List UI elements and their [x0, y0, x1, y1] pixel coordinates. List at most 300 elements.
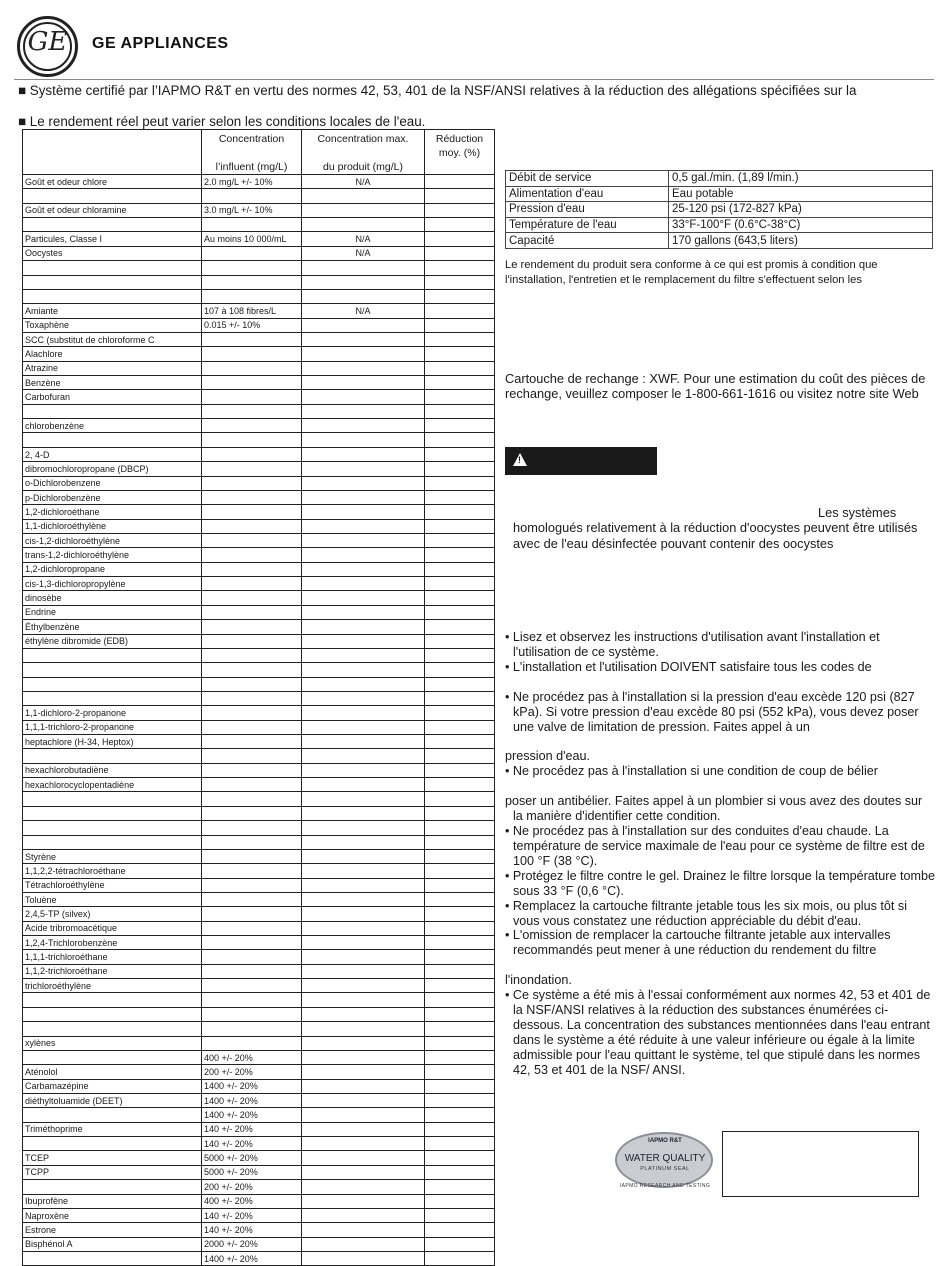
table-cell	[302, 936, 425, 950]
instruction-item: • Protégez le filtre contre le gel. Drainez le filtre lorsque la température tombe sous 33 °F (0,6 °C).	[505, 868, 936, 898]
table-cell: 2, 4-D	[23, 447, 202, 461]
table-row	[23, 921, 495, 935]
table-row	[23, 993, 495, 1007]
table-cell	[425, 936, 495, 950]
seal-top-text: IAPMO R&T	[648, 1138, 682, 1144]
table-cell	[302, 749, 425, 763]
table-row	[23, 979, 495, 993]
table-cell	[425, 964, 495, 978]
table-cell: 140 +/- 20%	[202, 1122, 302, 1136]
table-cell	[302, 792, 425, 806]
table-cell	[302, 1007, 425, 1021]
table-cell	[302, 907, 425, 921]
table-cell	[302, 548, 425, 562]
table-cell	[302, 1223, 425, 1237]
table-cell	[302, 189, 425, 203]
table-row	[23, 720, 495, 734]
table-cell	[425, 1036, 495, 1050]
table-cell	[202, 533, 302, 547]
table-cell	[302, 562, 425, 576]
table-row	[23, 591, 495, 605]
table-cell	[302, 275, 425, 289]
table-cell	[425, 979, 495, 993]
table-cell	[302, 950, 425, 964]
table-cell: 1,1,2,2-tétrachloroéthane	[23, 864, 202, 878]
table-row	[23, 505, 495, 519]
table-cell	[302, 605, 425, 619]
table-cell: 140 +/- 20%	[202, 1223, 302, 1237]
table-cell: hexachlorobutadiène	[23, 763, 202, 777]
performance-note: Le rendement du produit sera conforme à ce qui est promis à condition que l'installation, l'entretien et le remplacement du filtre s'effectuent selon les	[505, 259, 878, 286]
table-cell	[425, 663, 495, 677]
table-cell	[202, 476, 302, 490]
table-cell	[23, 218, 202, 232]
spec-value: 0,5 gal./min. (1,89 l/min.)	[669, 171, 933, 187]
table-cell: 0.015 +/- 10%	[202, 318, 302, 332]
instruction-item: • Remplacez la cartouche filtrante jetable tous les six mois, ou plus tôt si vous vous constatez une réduction appréciable du débit d'eau.	[505, 898, 907, 928]
spec-row	[506, 217, 933, 233]
table-row	[23, 1094, 495, 1108]
table-cell	[302, 1137, 425, 1151]
table-header-cell: Concentration l’influent (mg/L)	[202, 130, 302, 175]
table-cell	[302, 763, 425, 777]
table-cell	[202, 878, 302, 892]
instruction-item: poser un antibélier. Faites appel à un plombier si vous avez des doutes sur la manière d'identifier cette condition.	[505, 794, 923, 824]
table-header-cell	[23, 130, 202, 175]
table-cell	[23, 993, 202, 1007]
table-cell	[302, 1065, 425, 1079]
table-cell	[202, 490, 302, 504]
table-cell: 1,1,1-trichloroéthane	[23, 950, 202, 964]
table-row	[23, 892, 495, 906]
table-row	[23, 849, 495, 863]
table-cell: N/A	[302, 175, 425, 189]
table-cell	[202, 950, 302, 964]
table-cell	[302, 1251, 425, 1265]
table-row	[23, 390, 495, 404]
table-row	[23, 447, 495, 461]
table-row	[23, 347, 495, 361]
table-cell: 1,1,1-trichloro-2-propanone	[23, 720, 202, 734]
spec-value: 170 gallons (643,5 liters)	[669, 233, 933, 249]
table-cell: dinosèbe	[23, 591, 202, 605]
table-row	[23, 404, 495, 418]
table-cell	[202, 289, 302, 303]
table-cell: Goût et odeur chlore	[23, 175, 202, 189]
table-cell	[425, 390, 495, 404]
table-row	[23, 1208, 495, 1222]
table-cell	[302, 404, 425, 418]
table-row	[23, 735, 495, 749]
spec-value: Eau potable	[669, 186, 933, 202]
table-cell: 2,4,5-TP (silvex)	[23, 907, 202, 921]
table-cell	[425, 749, 495, 763]
table-cell	[425, 950, 495, 964]
table-cell	[202, 907, 302, 921]
table-cell: 1400 +/- 20%	[202, 1079, 302, 1093]
table-cell	[302, 835, 425, 849]
table-cell	[425, 304, 495, 318]
table-row	[23, 1251, 495, 1265]
table-cell	[302, 778, 425, 792]
table-cell	[302, 1094, 425, 1108]
table-cell	[302, 332, 425, 346]
table-cell	[425, 1122, 495, 1136]
table-cell	[425, 849, 495, 863]
table-cell	[202, 577, 302, 591]
table-cell: éthylène dibromide (EDB)	[23, 634, 202, 648]
table-cell	[425, 792, 495, 806]
installation-instructions	[505, 630, 935, 1078]
table-row	[23, 376, 495, 390]
table-cell: 200 +/- 20%	[202, 1065, 302, 1079]
table-cell: 1,2,4-Trichlorobenzène	[23, 936, 202, 950]
table-cell: dibromochloropropane (DBCP)	[23, 462, 202, 476]
spec-label: Pression d'eau	[506, 202, 669, 218]
bullet-gap	[505, 958, 935, 973]
table-cell	[425, 1223, 495, 1237]
table-cell	[302, 1180, 425, 1194]
table-cell: chlorobenzène	[23, 419, 202, 433]
table-cell	[23, 1251, 202, 1265]
table-cell	[425, 1050, 495, 1064]
table-cell	[425, 361, 495, 375]
table-cell: 1,2-dichloropropane	[23, 562, 202, 576]
table-cell	[425, 175, 495, 189]
table-row	[23, 361, 495, 375]
table-cell	[202, 275, 302, 289]
table-row	[23, 519, 495, 533]
table-cell	[425, 691, 495, 705]
table-cell	[425, 289, 495, 303]
table-row	[23, 232, 495, 246]
table-cell	[23, 1050, 202, 1064]
table-cell	[425, 332, 495, 346]
table-cell	[425, 577, 495, 591]
table-cell	[425, 1151, 495, 1165]
table-row	[23, 533, 495, 547]
table-cell	[425, 1194, 495, 1208]
table-cell	[302, 390, 425, 404]
table-cell	[302, 1050, 425, 1064]
table-cell	[425, 1251, 495, 1265]
table-cell: o-Dichlorobenzene	[23, 476, 202, 490]
table-cell	[302, 663, 425, 677]
table-cell	[425, 878, 495, 892]
table-cell: Alachlore	[23, 347, 202, 361]
table-cell: cis-1,3-dichloropropylène	[23, 577, 202, 591]
table-cell	[23, 648, 202, 662]
table-cell	[202, 936, 302, 950]
table-cell	[202, 864, 302, 878]
table-cell: 400 +/- 20%	[202, 1050, 302, 1064]
table-cell	[425, 347, 495, 361]
table-row	[23, 246, 495, 260]
table-cell	[202, 763, 302, 777]
table-cell	[425, 821, 495, 835]
bullet-gap	[505, 779, 935, 794]
replacement-cartridge-note: Cartouche de rechange : XWF. Pour une estimation du coût des pièces de rechange, veuillez composer le 1-800-661-1616 ou visitez notre site Web	[505, 371, 926, 402]
table-cell	[202, 332, 302, 346]
table-cell	[425, 763, 495, 777]
table-row	[23, 1065, 495, 1079]
table-cell	[202, 720, 302, 734]
table-cell	[302, 821, 425, 835]
table-cell: Toxaphène	[23, 318, 202, 332]
table-cell	[302, 577, 425, 591]
table-cell	[202, 964, 302, 978]
table-cell	[23, 433, 202, 447]
table-cell	[23, 663, 202, 677]
table-cell	[302, 1151, 425, 1165]
table-cell	[425, 1237, 495, 1251]
table-cell	[425, 548, 495, 562]
table-row	[23, 936, 495, 950]
table-row	[23, 663, 495, 677]
table-cell	[425, 519, 495, 533]
table-cell: 1400 +/- 20%	[202, 1108, 302, 1122]
table-cell	[202, 1007, 302, 1021]
table-cell	[425, 404, 495, 418]
bullet-gap	[505, 734, 935, 749]
table-cell: N/A	[302, 232, 425, 246]
instruction-item: • Ce système a été mis à l'essai conformément aux normes 42, 53 et 401 de la NSF/ANSI relatives à la réduction des substances énumérées ci-dessous. La concentration des substances mentionnées dans l'eau entrant dans le système a été réduite à une valeur inférieure ou égale à la limite admissible pour l'eau quittant le système, tel que stipulé dans les normes 42, 53 et 401 de la NSF/ ANSI.	[505, 988, 931, 1077]
table-cell	[202, 361, 302, 375]
table-cell	[23, 1108, 202, 1122]
table-row	[23, 907, 495, 921]
table-cell: Triméthoprime	[23, 1122, 202, 1136]
table-cell	[425, 1180, 495, 1194]
instruction-item: • L'omission de remplacer la cartouche filtrante jetable aux intervalles recommandés peut mener à une réduction du rendement du filtre	[505, 928, 891, 958]
table-row	[23, 462, 495, 476]
table-cell: cis-1,2-dichloroéthylène	[23, 533, 202, 547]
table-cell: TCEP	[23, 1151, 202, 1165]
table-cell	[425, 735, 495, 749]
table-cell: 2000 +/- 20%	[202, 1237, 302, 1251]
warning-triangle-icon	[513, 453, 527, 466]
table-cell: 1400 +/- 20%	[202, 1094, 302, 1108]
table-cell	[425, 1165, 495, 1179]
table-cell	[202, 505, 302, 519]
table-row	[23, 835, 495, 849]
table-row	[23, 577, 495, 591]
table-cell	[302, 864, 425, 878]
table-cell	[202, 347, 302, 361]
table-cell: 1,1,2-trichloroéthane	[23, 964, 202, 978]
instruction-item: l'inondation.	[505, 973, 572, 988]
table-header-cell: Réduction moy. (%)	[425, 130, 495, 175]
table-cell: Carbamazépine	[23, 1079, 202, 1093]
table-cell	[202, 548, 302, 562]
instruction-item: • Lisez et observez les instructions d'utilisation avant l'installation et l'utilisation de ce système.	[505, 630, 880, 659]
table-cell	[425, 1208, 495, 1222]
table-row	[23, 634, 495, 648]
instruction-item: • Ne procédez pas à l'installation si une condition de coup de bélier	[505, 764, 878, 779]
table-cell: Au moins 10 000/mL	[202, 232, 302, 246]
table-cell: diéthyltoluamide (DEET)	[23, 1094, 202, 1108]
table-cell	[202, 979, 302, 993]
oocyst-note-first: Les systèmes	[818, 505, 897, 520]
table-cell	[302, 361, 425, 375]
table-cell	[425, 218, 495, 232]
table-cell	[202, 993, 302, 1007]
table-row	[23, 1050, 495, 1064]
table-cell	[202, 677, 302, 691]
table-row	[23, 806, 495, 820]
seal-ring-text: IAPMO RESEARCH AND TESTING	[619, 1183, 711, 1189]
table-cell: N/A	[302, 246, 425, 260]
table-cell	[302, 878, 425, 892]
table-cell	[425, 921, 495, 935]
table-cell	[202, 691, 302, 705]
table-cell	[202, 821, 302, 835]
table-cell	[425, 720, 495, 734]
table-row	[23, 476, 495, 490]
table-cell: 5000 +/- 20%	[202, 1151, 302, 1165]
table-cell	[302, 1108, 425, 1122]
table-cell	[302, 993, 425, 1007]
table-cell	[302, 979, 425, 993]
table-row	[23, 189, 495, 203]
table-row	[23, 1137, 495, 1151]
table-row	[23, 864, 495, 878]
table-cell	[23, 835, 202, 849]
table-cell: Tétrachloroéthylène	[23, 878, 202, 892]
table-cell	[302, 964, 425, 978]
table-cell	[425, 591, 495, 605]
table-row	[23, 792, 495, 806]
table-row	[23, 763, 495, 777]
table-cell: Toluène	[23, 892, 202, 906]
table-row	[23, 490, 495, 504]
table-cell: Goût et odeur chloramine	[23, 203, 202, 217]
table-cell	[302, 419, 425, 433]
table-cell	[23, 691, 202, 705]
table-cell	[425, 835, 495, 849]
table-cell	[425, 261, 495, 275]
table-row	[23, 677, 495, 691]
table-cell	[302, 1022, 425, 1036]
table-row	[23, 175, 495, 189]
table-cell: Oocystes	[23, 246, 202, 260]
specifications-table	[505, 170, 933, 249]
table-cell	[425, 275, 495, 289]
table-cell	[302, 490, 425, 504]
table-row	[23, 1007, 495, 1021]
table-cell	[425, 706, 495, 720]
table-cell	[23, 261, 202, 275]
instruction-item: • Ne procédez pas à l'installation sur des conduites d'eau chaude. La température de service maximale de l'eau pour ce système de filtre est de 100 °F (38 °C).	[505, 824, 925, 868]
table-cell: 400 +/- 20%	[202, 1194, 302, 1208]
table-row	[23, 821, 495, 835]
table-cell	[425, 806, 495, 820]
table-cell	[202, 778, 302, 792]
table-row	[23, 749, 495, 763]
table-cell	[302, 433, 425, 447]
table-cell	[302, 706, 425, 720]
table-cell	[202, 921, 302, 935]
table-row	[23, 1223, 495, 1237]
table-cell: 200 +/- 20%	[202, 1180, 302, 1194]
table-cell	[425, 1007, 495, 1021]
table-cell	[202, 419, 302, 433]
table-cell	[425, 447, 495, 461]
table-cell	[425, 533, 495, 547]
table-row	[23, 261, 495, 275]
table-cell	[302, 476, 425, 490]
table-row	[23, 1122, 495, 1136]
table-row	[23, 433, 495, 447]
table-cell	[302, 347, 425, 361]
ge-logo	[17, 16, 78, 77]
table-cell	[302, 1122, 425, 1136]
table-cell	[202, 792, 302, 806]
table-row	[23, 1036, 495, 1050]
table-cell	[23, 404, 202, 418]
table-cell	[302, 1036, 425, 1050]
table-cell	[302, 218, 425, 232]
table-row	[23, 318, 495, 332]
instruction-item: pression d'eau.	[505, 749, 591, 764]
table-cell	[302, 447, 425, 461]
table-row	[23, 878, 495, 892]
table-cell	[202, 591, 302, 605]
table-cell	[23, 821, 202, 835]
table-row	[23, 950, 495, 964]
table-cell: 140 +/- 20%	[202, 1208, 302, 1222]
table-cell	[302, 634, 425, 648]
table-cell	[202, 433, 302, 447]
spec-value: 25-120 psi (172-827 kPa)	[669, 202, 933, 218]
table-cell	[23, 792, 202, 806]
table-cell: Aténolol	[23, 1065, 202, 1079]
blank-box	[722, 1131, 919, 1197]
warning-symbol: !	[518, 455, 521, 465]
table-cell	[202, 189, 302, 203]
table-cell	[202, 749, 302, 763]
table-row	[23, 1022, 495, 1036]
table-cell: p-Dichlorobenzène	[23, 490, 202, 504]
table-cell	[302, 921, 425, 935]
table-cell: 2.0 mg/L +/- 10%	[202, 175, 302, 189]
instruction-item: • Ne procédez pas à l'installation si la pression d'eau excède 120 psi (827 kPa). Si votre pression d'eau excède 80 psi (552 kPa), vous devez poser une valve de limitation de pression. Faites appel à un	[505, 689, 919, 734]
table-cell	[202, 735, 302, 749]
table-row	[23, 1079, 495, 1093]
table-row	[23, 548, 495, 562]
table-row	[23, 203, 495, 217]
contaminant-reduction-table	[22, 129, 495, 1266]
table-cell	[202, 663, 302, 677]
table-cell	[425, 864, 495, 878]
table-cell	[302, 289, 425, 303]
table-cell	[202, 404, 302, 418]
table-cell	[302, 1237, 425, 1251]
table-cell	[302, 720, 425, 734]
table-cell	[23, 189, 202, 203]
table-cell	[425, 907, 495, 921]
table-cell	[302, 519, 425, 533]
table-cell	[425, 462, 495, 476]
table-cell	[425, 318, 495, 332]
warning-banner	[505, 447, 657, 475]
table-cell	[425, 1022, 495, 1036]
table-cell	[202, 376, 302, 390]
spec-label: Capacité	[506, 233, 669, 249]
table-cell	[302, 591, 425, 605]
table-cell: hexachlorocyclopentadiène	[23, 778, 202, 792]
seal-subtitle: PLATINUM SEAL	[640, 1166, 690, 1172]
table-cell	[302, 533, 425, 547]
